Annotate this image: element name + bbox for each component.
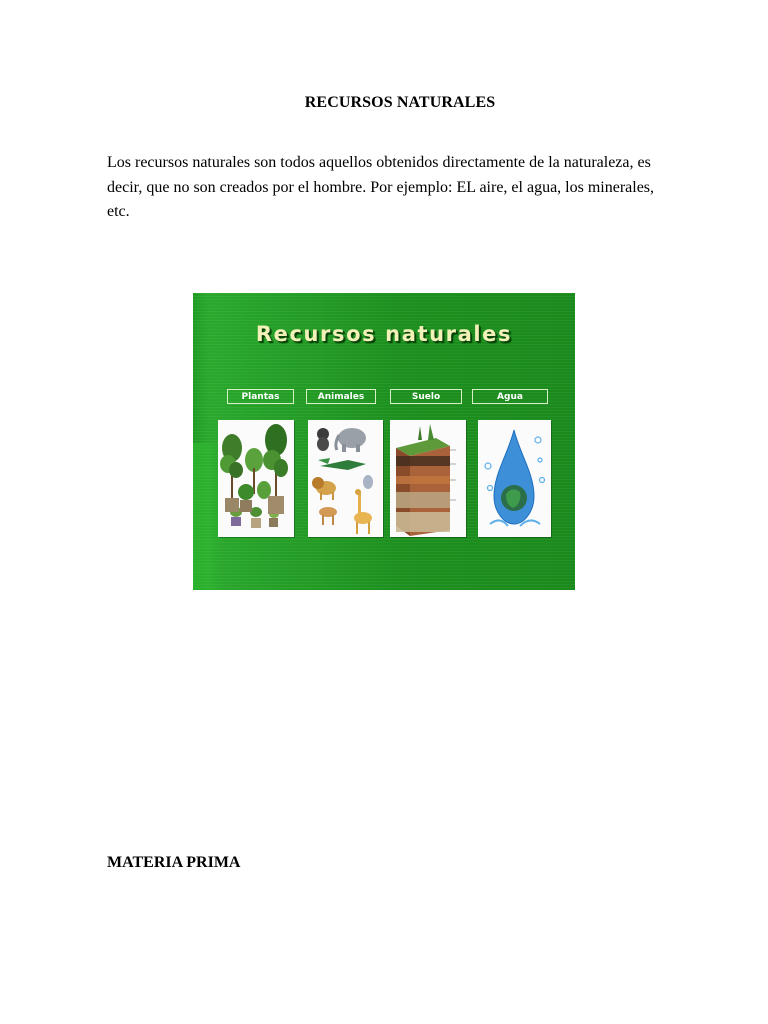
section-title-materia-prima: MATERIA PRIMA (107, 854, 241, 871)
potted-plants-illustration (218, 420, 294, 537)
figure-title: Recursos naturales (255, 322, 513, 346)
soil-card (390, 420, 466, 537)
natural-resources-figure (193, 293, 575, 590)
soil-layers-illustration (390, 420, 466, 537)
tab-animales[interactable]: Animales (306, 389, 376, 404)
tab-suelo[interactable]: Suelo (390, 389, 462, 404)
water-card (478, 420, 551, 537)
water-drop-illustration (478, 420, 551, 537)
animals-card (308, 420, 383, 537)
intro-paragraph: Los recursos naturales son todos aquellos obtenidos directamente de la naturaleza, es decir, que no son creados por el hombre. Por ejemplo: EL aire, el agua, los minerales, etc. (107, 154, 655, 220)
tab-agua[interactable]: Agua (472, 389, 548, 404)
page-title: RECURSOS NATURALES (304, 94, 496, 111)
plants-card (218, 420, 294, 537)
animals-illustration (308, 420, 383, 537)
tab-plantas[interactable]: Plantas (227, 389, 294, 404)
